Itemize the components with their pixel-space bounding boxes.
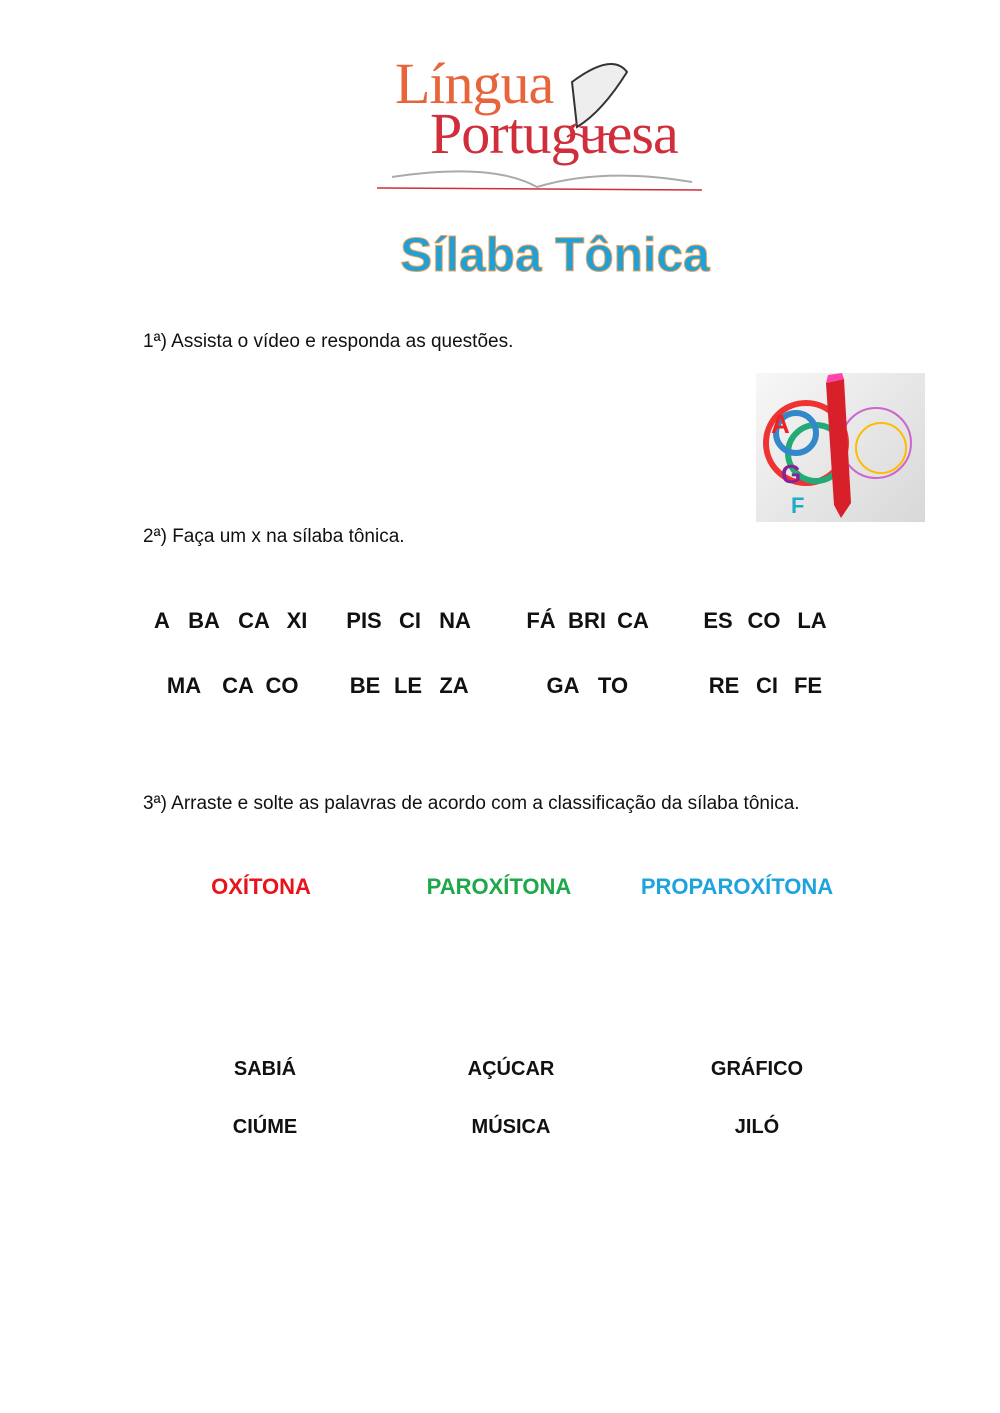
- syllable[interactable]: ES: [703, 608, 733, 633]
- svg-text:A: A: [771, 409, 790, 439]
- syllable[interactable]: TO: [597, 673, 629, 698]
- category-oxitona[interactable]: OXÍTONA: [211, 874, 311, 899]
- syllable[interactable]: PIS: [346, 608, 382, 633]
- syllable[interactable]: MA: [166, 673, 202, 698]
- colorful-letters-pencil-image: [756, 373, 925, 522]
- syllable[interactable]: CI: [399, 608, 421, 633]
- syllable[interactable]: XI: [286, 608, 308, 633]
- category-paroxitona[interactable]: PAROXÍTONA: [426, 874, 572, 899]
- logo-text-line1: Língua: [395, 51, 554, 116]
- category-proparoxitona[interactable]: PROPAROXÍTONA: [640, 874, 834, 899]
- svg-text:F: F: [791, 493, 805, 518]
- syllable[interactable]: NA: [439, 608, 471, 633]
- syllable[interactable]: CO: [265, 673, 299, 698]
- syllable[interactable]: LA: [797, 608, 827, 633]
- syllable[interactable]: BRI: [568, 608, 606, 633]
- question-1: 1ª) Assista o vídeo e responda as questões.: [143, 331, 514, 352]
- logo-text-line2: Portuguesa: [430, 101, 678, 166]
- syllable[interactable]: CA: [238, 608, 270, 633]
- syllable[interactable]: GA: [546, 673, 580, 698]
- syllable[interactable]: CI: [756, 673, 778, 698]
- question-3: 3ª) Arraste e solte as palavras de acordo com a classificação da sílaba tônica.: [143, 793, 800, 814]
- page-title: Sílaba Tônica: [400, 229, 710, 282]
- syllable[interactable]: CA: [222, 673, 254, 698]
- syllable[interactable]: BA: [188, 608, 220, 633]
- draggable-word[interactable]: AÇÚCAR: [467, 1058, 555, 1080]
- syllable[interactable]: CO: [747, 608, 781, 633]
- question-2: 2ª) Faça um x na sílaba tônica.: [143, 526, 405, 547]
- draggable-word[interactable]: MÚSICA: [471, 1116, 551, 1138]
- draggable-word[interactable]: GRÁFICO: [710, 1058, 804, 1080]
- syllable[interactable]: ZA: [439, 673, 469, 698]
- draggable-word[interactable]: JILÓ: [734, 1116, 780, 1138]
- syllable[interactable]: LE: [393, 673, 423, 698]
- syllable[interactable]: FÁ: [526, 608, 556, 633]
- draggable-word[interactable]: SABIÁ: [233, 1058, 297, 1080]
- syllable[interactable]: FE: [793, 673, 823, 698]
- syllable[interactable]: A: [154, 608, 170, 633]
- syllable[interactable]: CA: [617, 608, 649, 633]
- draggable-word[interactable]: CIÚME: [232, 1116, 298, 1138]
- syllable[interactable]: BE: [349, 673, 381, 698]
- svg-text:G: G: [781, 459, 802, 489]
- syllable[interactable]: RE: [708, 673, 740, 698]
